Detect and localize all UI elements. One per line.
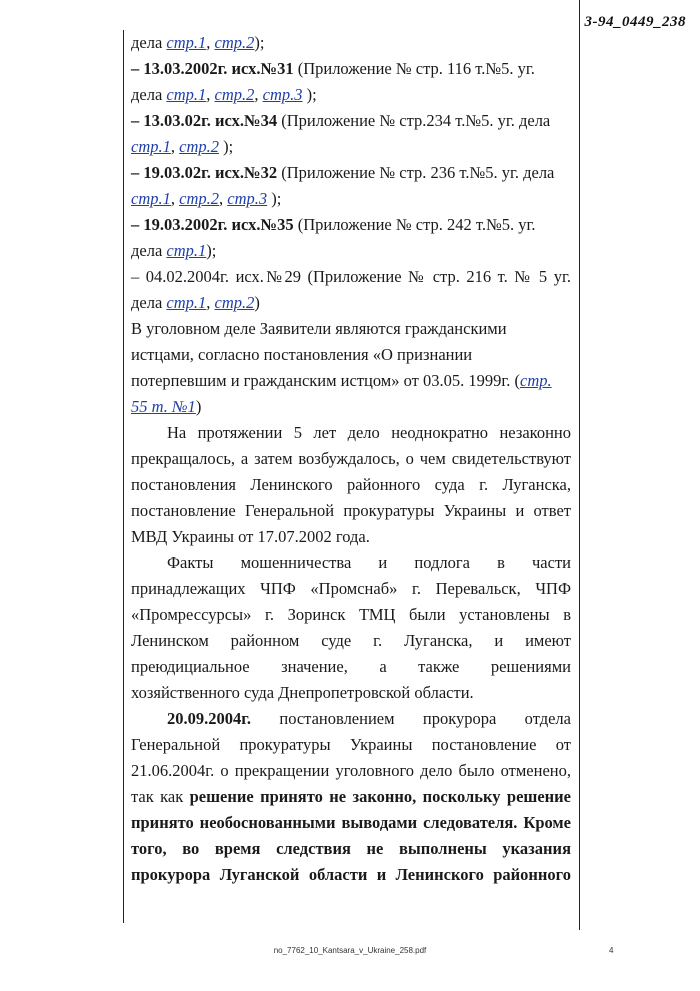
page-link[interactable]: стр.1	[131, 137, 171, 156]
text-line: – 04.02.2004г. исх.№29 (Приложение № стр. 216 т. № 5 уг.	[131, 267, 571, 286]
paragraph: Факты мошенничества и подлога в части принадлежащих ЧПФ «Промснаб» г. Перевальск, ЧПФ «Промрессурсы» г. Зоринск ТМЦ были установлены в Ленинском районном суде г. Луганска, и имеют преюдициальное значение, а также решениями хозяйственного суда Днепропетровской области.	[131, 553, 571, 702]
text-line: – 13.03.02г. исх.№34 (Приложение № стр.234 т.№5. уг. дела	[131, 111, 551, 130]
right-margin-rule	[579, 0, 580, 930]
page-link[interactable]: стр.3	[227, 189, 268, 208]
page-link[interactable]: стр.1	[166, 293, 207, 312]
text-line: дела стр.1, стр.2);	[131, 33, 265, 52]
document-body	[131, 30, 571, 888]
text-line: В уголовном деле Заявители являются гражданскими	[131, 319, 507, 338]
page-link[interactable]: стр.2	[179, 189, 219, 208]
text-line: стр.1, стр.2 );	[131, 137, 234, 156]
footer-filename: no_7762_10_Kantsara_v_Ukraine_258.pdf	[273, 946, 427, 955]
text-line: потерпевшим и гражданским истцом» от 03.05. 1999г. (стр.	[131, 371, 552, 390]
text-line: – 19.03.02г. исх.№32 (Приложение № стр. 236 т.№5. уг. дела	[131, 163, 555, 182]
page-link[interactable]: стр.1	[166, 85, 207, 104]
paragraph: На протяжении 5 лет дело неоднократно незаконно прекращалось, а затем возбуждалось, о чем свидетельствуют постановления Ленинского районного суда г. Луганска, постановление Генеральной прокуратуры Украины и ответ МВД Украины от 17.07.2002 года.	[131, 423, 571, 546]
page-link[interactable]: стр.3	[262, 85, 303, 104]
text-line: – 13.03.2002г. исх.№31 (Приложение № стр. 116 т.№5. уг.	[131, 59, 535, 78]
page-link[interactable]: стр.2	[179, 137, 219, 156]
paragraph: 20.09.2004г. постановлением прокурора отдела Генеральной прокуратуры Украины постановление от 21.06.2004г. о прекращении уголовного дело было отменено, так как решение принято не законно, поскольку решение принято необоснованными выводами следователя. Кроме того, во время следствия не выполнены указания прокурора Луганской области и Ленинского районного	[131, 709, 572, 884]
text-line: – 19.03.2002г. исх.№35 (Приложение № стр. 242 т.№5. уг.	[131, 215, 536, 234]
document-code: 3-94_0449_238	[584, 14, 686, 30]
page-link[interactable]: 55 т. №1	[131, 397, 196, 416]
page-link[interactable]: стр.1	[166, 33, 207, 52]
page-number: 4	[609, 946, 614, 955]
page-link[interactable]: стр.2	[214, 293, 255, 312]
text-line: истцами, согласно постановления «О признании	[131, 345, 473, 364]
page-link[interactable]: стр.	[520, 371, 552, 390]
text-line: дела стр.1, стр.2, стр.3 );	[131, 85, 317, 104]
text-line: 55 т. №1)	[131, 397, 202, 416]
text-line: стр.1, стр.2, стр.3 );	[131, 189, 282, 208]
page-link[interactable]: стр.1	[166, 241, 207, 260]
left-margin-rule	[123, 30, 124, 923]
text-line: дела стр.1, стр.2)	[131, 293, 260, 312]
page-link[interactable]: стр.2	[214, 33, 255, 52]
page-link[interactable]: стр.2	[214, 85, 255, 104]
text-line: дела стр.1);	[131, 241, 217, 260]
page-link[interactable]: стр.1	[131, 189, 171, 208]
